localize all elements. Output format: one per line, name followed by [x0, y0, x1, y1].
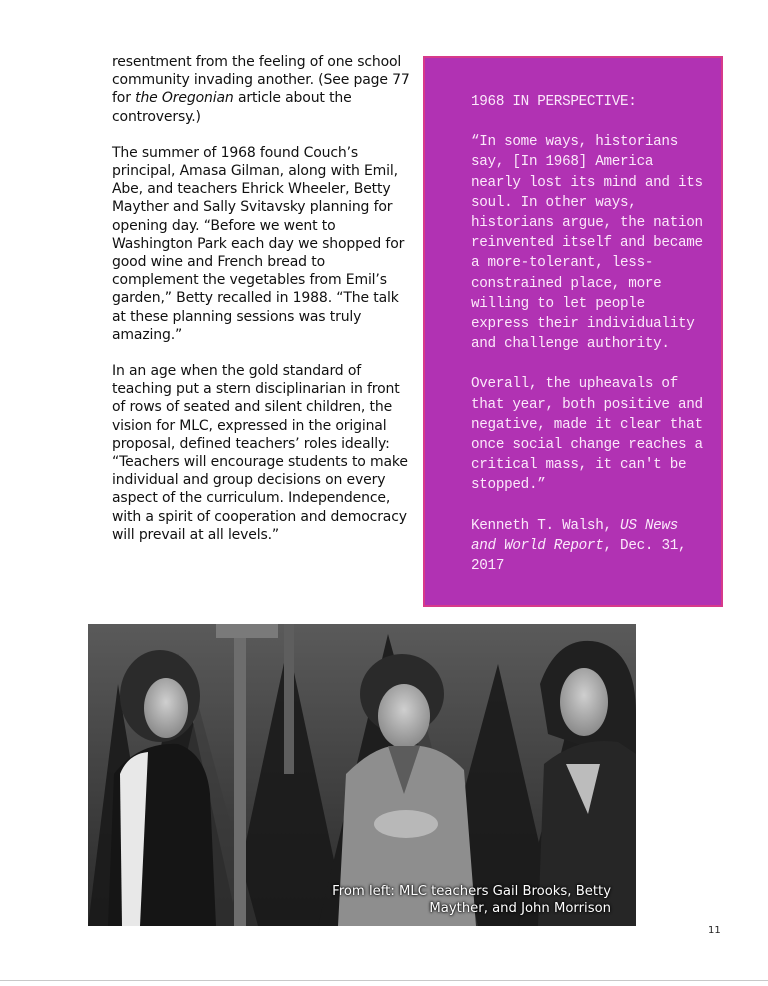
- attribution-publication: US News and World Report: [471, 517, 679, 554]
- perspective-sidebar: [423, 56, 723, 607]
- attribution-author: Kenneth T. Walsh,: [471, 517, 621, 534]
- body-paragraph-2: The summer of 1968 found Couch’s principal, Amasa Gilman, along with Emil, Abe, and teachers Ehrick Wheeler, Betty Mayther and Sally Svitavsky planning for opening day. “Before we went to Washington Park each day we shopped for good wine and French bread to complement the vegetables from Emil’s garden,” Betty recalled in 1988. “The talk at these planning sessions was truly amazing.”: [112, 144, 405, 343]
- page-bottom-divider: [0, 980, 768, 981]
- teachers-photo: [88, 624, 636, 926]
- photo-illustration: [88, 624, 636, 926]
- sidebar-quote-paragraph-1: “In some ways, historians say, [In 1968] America nearly lost its mind and its soul. In other ways, historians argue, the nation reinvented itself and became a more-tolerant, less-constrained place, more willing to let people express their individuality and challenge authority.: [471, 134, 703, 353]
- body-text-column: [112, 53, 412, 562]
- sidebar-title: 1968 IN PERSPECTIVE:: [471, 94, 637, 110]
- body-paragraph-1: [112, 53, 412, 126]
- sidebar-attribution: [471, 516, 705, 577]
- body-paragraph-1-text-end: article about the controversy.): [112, 90, 352, 125]
- attribution-date: , Dec. 31, 2017: [471, 537, 687, 575]
- newspaper-title: the Oregonian: [135, 90, 234, 107]
- body-paragraph-1-text: resentment from the feeling of one school community invading another. (See page 77 for: [112, 54, 410, 107]
- sidebar-quote-paragraph-2: Overall, the upheavals of that year, both positive and negative, made it clear that once social change reaches a critical mass, it can't be stopped.”: [471, 376, 703, 494]
- body-paragraph-3: In an age when the gold standard of teaching put a stern disciplinarian in front of rows of seated and silent children, the vision for MLC, expressed in the original proposal, defined teachers’ roles ideally: “Teachers will encourage students to make individual and group decisions on every aspect of the curriculum. Independence, with a spirit of cooperation and democracy will prevail at all levels.”: [112, 363, 408, 543]
- page-number: 11: [708, 925, 721, 936]
- photo-caption: From left: MLC teachers Gail Brooks, Betty Mayther, and John Morrison: [332, 884, 611, 916]
